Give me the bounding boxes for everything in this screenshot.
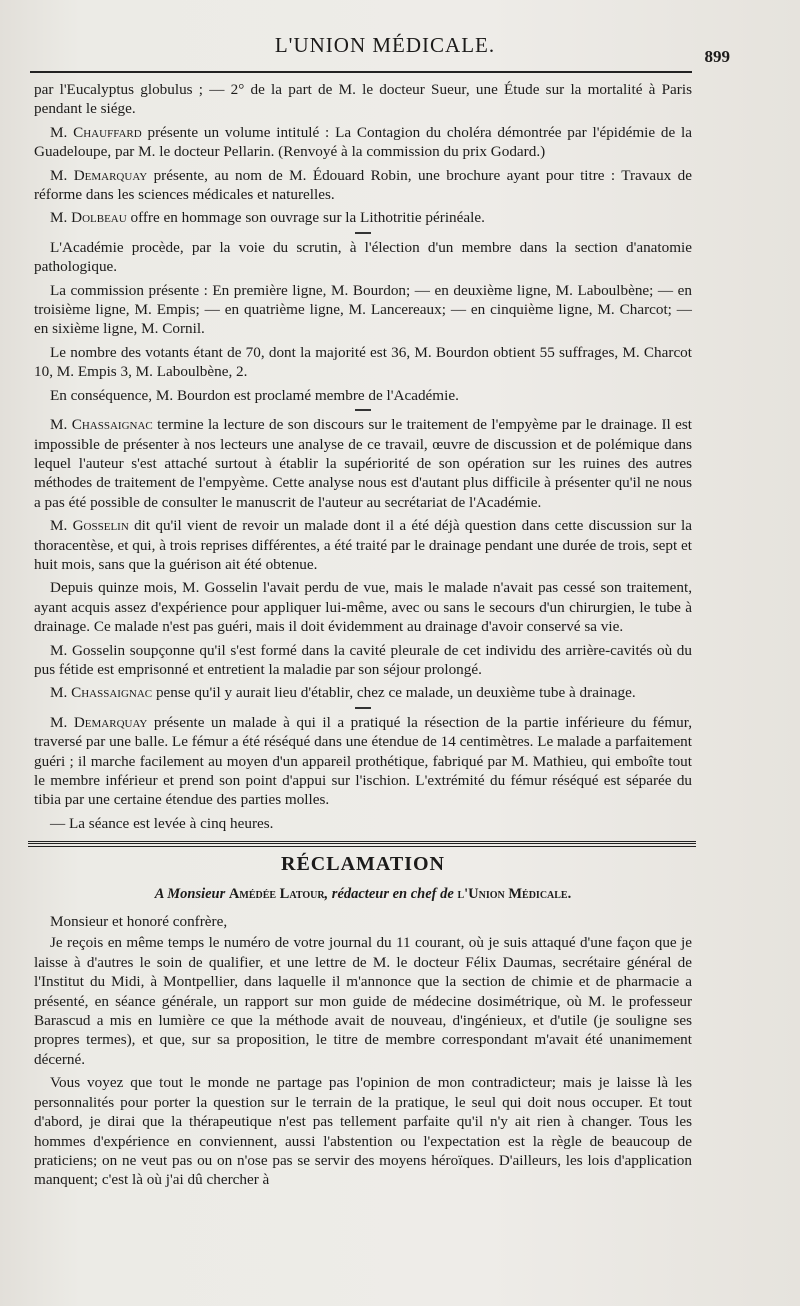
paragraph: par l'Eucalyptus globulus ; — 2° de la part de M. le docteur Sueur, une Étude sur la mortalité à Paris pendant le siége. [34, 81, 692, 118]
paragraph: Le nombre des votants étant de 70, dont la majorité est 36, M. Bourdon obtient 55 suffrages, M. Charcot 10, M. Empis 3, M. Laboulbène, 2. [34, 343, 692, 381]
page-number: 899 [704, 47, 730, 66]
paragraph: M. Demarquay présente, au nom de M. Édouard Robin, une brochure ayant pour titre : Travaux de réforme dans les sciences médicales et naturelles. [34, 166, 692, 204]
paragraph-text: présente, au nom de M. Édouard Robin, une brochure ayant pour titre : Travaux de réforme dans les sciences médicales et naturelles. [34, 166, 692, 204]
section-title: RÉCLAMATION [281, 853, 445, 876]
paragraph-text: présente un malade à qui il a pratiqué la résection de la partie inférieure du fémur, traversé par une balle. Le fémur a été réséqué dans une étendue de 14 centimètres. Le malade a parfaitement guéri ; il marche facilement au moyen d'un appareil prothétique, fabriqué par M. Mathieu, qui emboîte tout le membre inférieur et prend son point d'appui sur l'ischion. L'extrémité du fémur réséqué est séparée du tibia par une certaine étendue des parties molles. [34, 713, 693, 809]
speaker-name: Chauffard [73, 123, 142, 141]
speaker-name: Demarquay [73, 166, 148, 184]
addressee-role: , rédacteur en chef de [324, 885, 454, 902]
page-header [30, 33, 740, 73]
paragraph-text: termine la lecture de son discours sur le traitement de l'empyème par le drainage. Il est impossible de présenter à nos lecteurs une analyse de ce travail, œuvre de discussion et de polémique dans lequel l'auteur s'est attaché surtout à établir la supériorité de son opération sur les ruines des autres méthodes de traitement de l'empyème. Cette analyse nous est d'autant plus difficile à présenter qu'il ne nous a pas été possible de consulter le manuscrit de l'auteur au secrétariat de l'Académie. [34, 416, 692, 511]
speaker-name: Dolbeau [71, 209, 127, 227]
paragraph: M. Gosselin soupçonne qu'il s'est formé dans la cavité pleurale de cet individu des arrière-cavités où du pus fétide est emprisonné et entretient la maladie par son séjour prolongé. [34, 641, 692, 678]
paragraph: M. Chassaignac termine la lecture de son discours sur le traitement de l'empyème par le drainage. Il est impossible de présenter à nos lecteurs une analyse de ce travail, œuvre de discussion et de polémique dans lequel l'auteur s'est attaché surtout à établir la supériorité de son opération sur les ruines des autres méthodes de traitement de l'empyème. Cette analyse nous est d'autant plus difficile à présenter qu'il ne nous a pas été possible de consulter le manuscrit de l'auteur au secrétariat de l'Académie. [34, 416, 692, 511]
paragraph: En conséquence, M. Bourdon est proclamé membre de l'Académie. [50, 386, 459, 404]
journal-title: L'UNION MÉDICALE. [274, 33, 496, 57]
paragraph: M. Gosselin dit qu'il vient de revoir un malade dont il a été déjà question dans cette discussion sur la thoracentèse, et qui, à trois reprises différentes, a été traité par le drainage pendant une durée de trois, sept et huit mois, sans que la guérison ait été obtenue. [34, 517, 692, 573]
paragraph: M. Chassaignac pense qu'il y aurait lieu d'établir, chez ce malade, un deuxième tube à drainage. [50, 684, 636, 702]
paragraph: Vous voyez que tout le monde ne partage pas l'opinion de mon contradicteur; mais je laisse là les personnalités pour porter la question sur le terrain de la pratique, le seul qui doit nous occuper. Et tout d'abord, je dirai que la thérapeutique n'est pas tellement parfaite qu'il n'y ait rien à changer. Tous les hommes d'expérience en conviennent, aussi l'abstention ou l'expectation est la règle de beaucoup de praticiens; on ne veut pas ou on n'ose pas se servir des moyens héroïques. D'ailleurs, les lois d'application manquent; c'est là où j'ai dû chercher à [34, 1074, 692, 1189]
paragraph: L'Académie procède, par la voie du scrutin, à l'élection d'un membre dans la section d'anatomie pathologique. [34, 238, 692, 276]
paragraph-text: pense qu'il y aurait lieu d'établir, chez ce malade, un deuxième tube à drainage. [155, 684, 636, 702]
speaker-name: Gosselin [72, 517, 129, 535]
paragraph-text: présente un volume intitulé : La Contagion du choléra démontrée par l'épidémie de la Guadeloupe, par M. le docteur Pellarin. (Renvoyé à la commission du prix Godard.) [34, 123, 692, 161]
addressee-name: Amédée Latour [228, 885, 325, 902]
letter-salutation: Monsieur et honoré confrère, [50, 913, 228, 931]
addressee-prefix: A Monsieur [154, 885, 226, 902]
double-rule [28, 841, 696, 847]
paragraph: M. Demarquay présente un malade à qui il a pratiqué la résection de la partie inférieure du fémur, traversé par une balle. Le fémur a été réséqué dans une étendue de 14 centimètres. Le malade a parfaitement guéri ; il marche facilement au moyen d'un appareil prothétique, fabriqué par M. Mathieu, qui emboîte tout le membre inférieur et prend son point d'appui sur l'ischion. L'extrémité du fémur réséqué est séparée du tibia par une certaine étendue des parties molles. [34, 713, 693, 809]
letter-addressee [34, 885, 692, 904]
speaker-name: Chassaignac [71, 416, 153, 434]
paragraph: M. Chauffard présente un volume intitulé : La Contagion du choléra démontrée par l'épidémie de la Guadeloupe, par M. le docteur Pellarin. (Renvoyé à la commission du prix Godard.) [34, 123, 692, 161]
paragraph: Depuis quinze mois, M. Gosselin l'avait perdu de vue, mais le malade n'avait pas cessé son traitement, ayant acquis assez d'expérience pour appliquer lui-même, avec ou sans le secours d'un chirurgien, le tube à drainage. Ce malade n'est pas guéri, mais il doit évidemment au drainage d'avoir conservé sa vie. [34, 579, 692, 636]
header-rule [30, 71, 692, 73]
speaker-name: Demarquay [73, 713, 148, 731]
paragraph: Je reçois en même temps le numéro de votre journal du 11 courant, où je suis attaqué d'une façon que je laisse à d'autres le soin de qualifier, et une lettre de M. le docteur Félix Daumas, secrétaire général de l'Institut du Midi, à Montpellier, dans laquelle il m'annonce que la section de chimie et de pharmacie a présenté, en séance générale, un rapport sur mon guide de médecine dosimétrique, où M. le professeur Barascud a mis en lumière ce que la méthode avait de nouveau, d'ingénieux, et d'utile (je souligne ses propres termes), et que, sur sa proposition, le titre de membre correspondant m'avait été unanimement décerné. [34, 934, 692, 1068]
speaker-name: Chassaignac [71, 684, 153, 702]
section-separator [355, 707, 371, 709]
article-body [34, 80, 692, 1194]
addressee-journal: l'Union Médicale. [457, 885, 572, 902]
paragraph: — La séance est levée à cinq heures. [50, 814, 274, 832]
paragraph-text: dit qu'il vient de revoir un malade dont il a été déjà question dans cette discussion sur la thoracentèse, et qui, à trois reprises différentes, a été traité par le drainage pendant une durée de trois, sept et huit mois, sans que la guérison ait été obtenue. [34, 517, 692, 573]
section-separator [355, 232, 371, 234]
paragraph: La commission présente : En première ligne, M. Bourdon; — en deuxième ligne, M. Laboulbène; — en troisième ligne, M. Empis; — en quatrième ligne, M. Lancereaux; — en cinquième ligne, M. Charcot; — en sixième ligne, M. Cornil. [34, 281, 692, 338]
paragraph-text: offre en hommage son ouvrage sur la Lithotritie périnéale. [130, 209, 485, 227]
paragraph: M. Dolbeau offre en hommage son ouvrage sur la Lithotritie périnéale. [50, 209, 485, 227]
section-separator [355, 409, 371, 411]
